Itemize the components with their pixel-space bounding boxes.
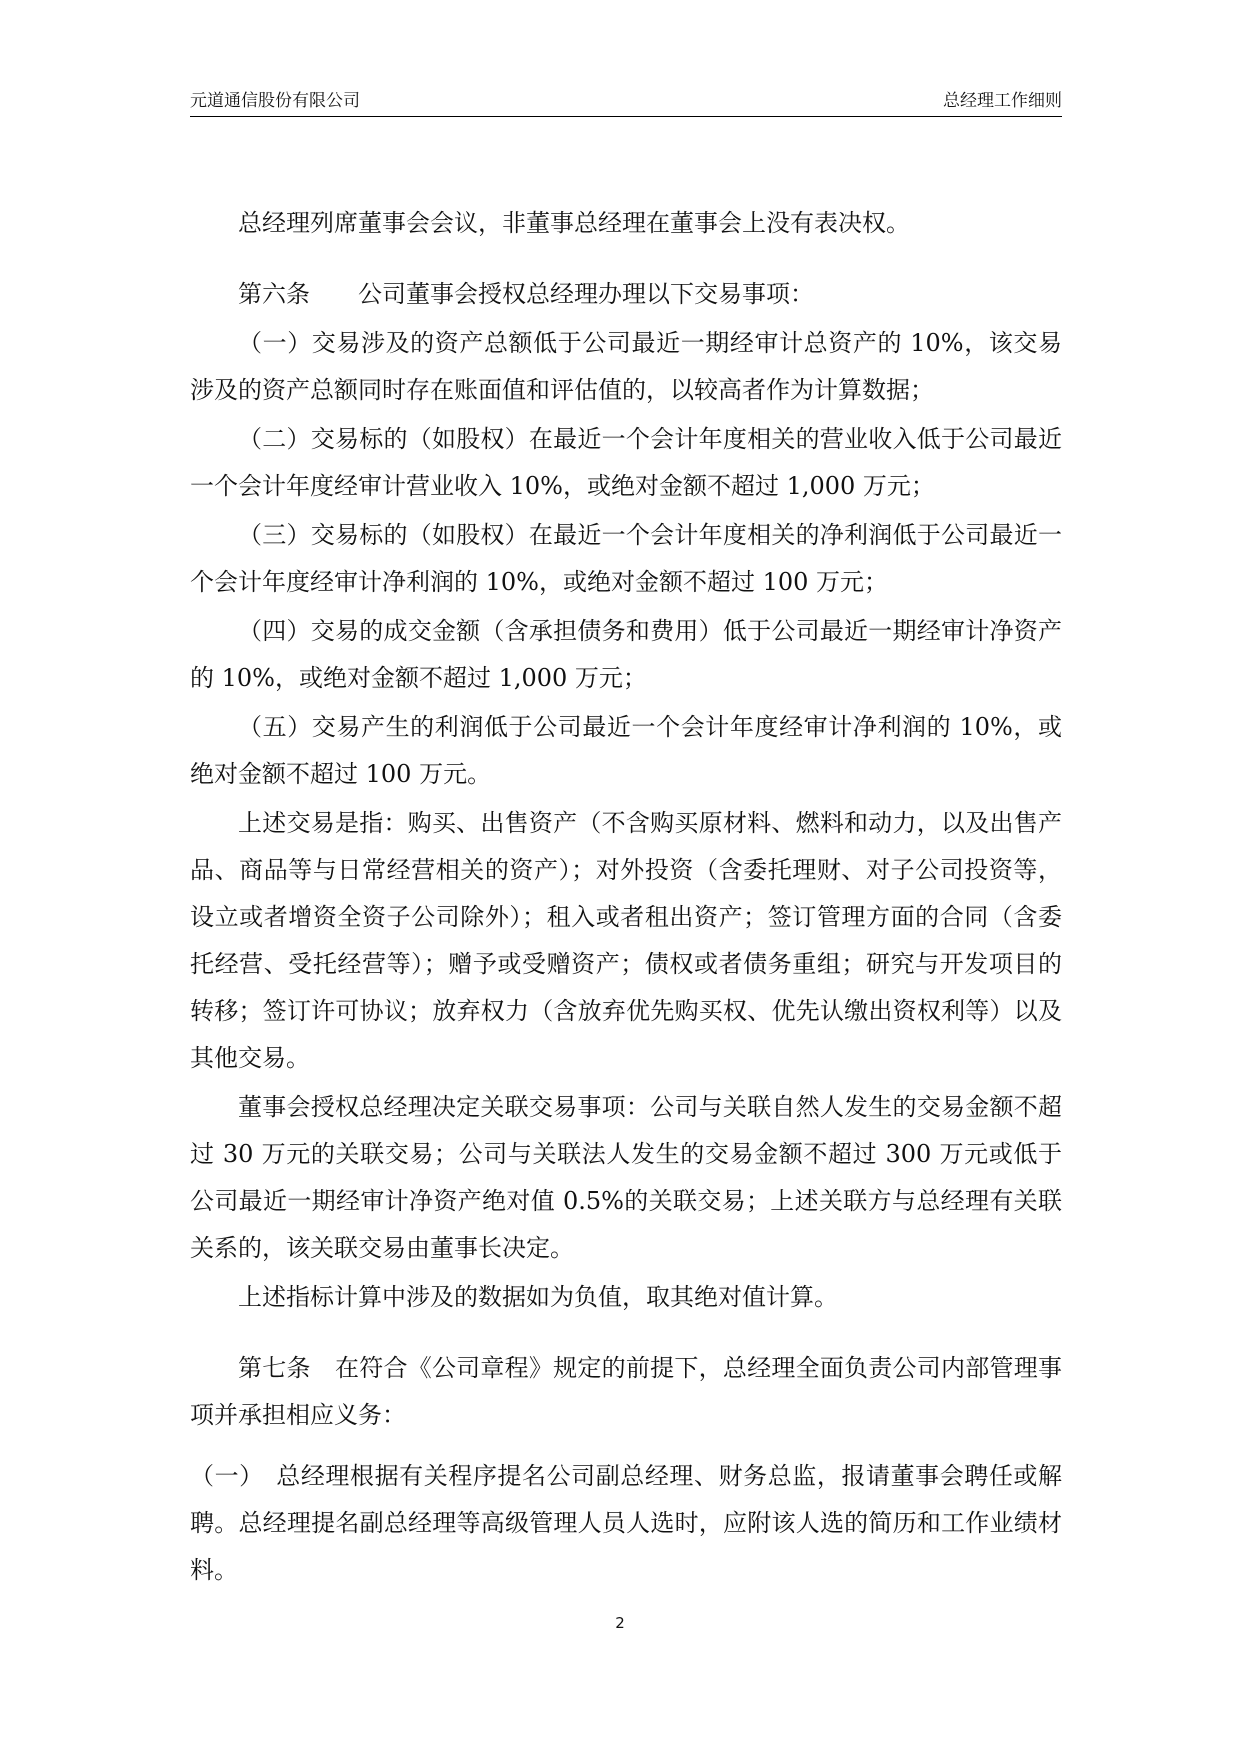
page-number: 2 <box>615 1614 625 1632</box>
article-7-heading: 第七条 在符合《公司章程》规定的前提下，总经理全面负责公司内部管理事项并承担相应义务： <box>190 1354 1062 1429</box>
transaction-definition: 上述交易是指：购买、出售资产（不含购买原材料、燃料和动力，以及出售产品、商品等与日常经营相关的资产）；对外投资（含委托理财、对子公司投资等，设立或者增资全资子公司除外）；租入或者租出资产；签订管理方面的合同（含委托经营、受托经营等）；赠予或受赠资产；债权或者债务重组；研究与开发项目的转移；签订许可协议；放弃权力（含放弃优先购买权、优先认缴出资权利等）以及其他交易。 <box>190 809 1062 1072</box>
paragraph-attendance: 总经理列席董事会会议，非董事总经理在董事会上没有表决权。 <box>238 209 910 237</box>
document-body <box>190 200 1062 1594</box>
header-company-name: 元道通信股份有限公司 <box>190 91 360 111</box>
article-6-item-4: （四）交易的成交金额（含承担债务和费用）低于公司最近一期经审计净资产的 10%，或绝对金额不超过 1,000 万元； <box>190 617 1062 692</box>
article-6-heading: 第六条 公司董事会授权总经理办理以下交易事项： <box>238 280 814 308</box>
article-6-item-2: （二）交易标的（如股权）在最近一个会计年度相关的营业收入低于公司最近一个会计年度经审计营业收入 10%，或绝对金额不超过 1,000 万元； <box>190 425 1062 500</box>
article-6-item-5: （五）交易产生的利润低于公司最近一个会计年度经审计净利润的 10%，或绝对金额不超过 100 万元。 <box>190 713 1062 788</box>
article-6-item-1: （一）交易涉及的资产总额低于公司最近一期经审计总资产的 10%，该交易涉及的资产总额同时存在账面值和评估值的，以较高者作为计算数据； <box>190 329 1062 404</box>
article-7-item-1: （一） 总经理根据有关程序提名公司副总经理、财务总监，报请董事会聘任或解聘。总经理提名副总经理等高级管理人员人选时，应附该人选的简历和工作业绩材料。 <box>190 1462 1062 1584</box>
article-6-item-3: （三）交易标的（如股权）在最近一个会计年度相关的净利润低于公司最近一个会计年度经审计净利润的 10%，或绝对金额不超过 100 万元； <box>190 521 1062 596</box>
related-party-authorization: 董事会授权总经理决定关联交易事项：公司与关联自然人发生的交易金额不超过 30 万元的关联交易；公司与关联法人发生的交易金额不超过 300 万元或低于公司最近一期经审计净资产绝对值 0.5%的关联交易；上述关联方与总经理有关联关系的，该关联交易由董事长决定。 <box>190 1093 1062 1262</box>
header-document-title: 总经理工作细则 <box>943 91 1062 111</box>
page-header <box>190 90 1062 117</box>
negative-value-rule: 上述指标计算中涉及的数据如为负值，取其绝对值计算。 <box>238 1283 838 1311</box>
